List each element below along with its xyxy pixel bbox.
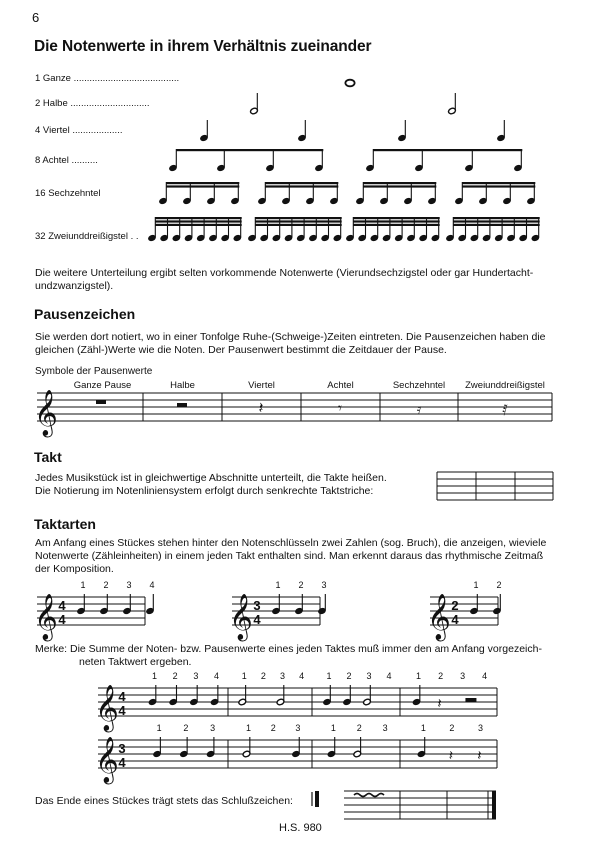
count-number: 3 — [366, 671, 372, 681]
count-number: 2 — [496, 580, 502, 590]
row-label-sechzehntel: 16 Sechzehntel — [35, 188, 101, 199]
count-number: 3 — [126, 580, 132, 590]
row-label-zweiunddreissigstel: 32 Zweiunddreißigstel . . — [35, 231, 139, 242]
quarter-rest: 𝄽 — [258, 398, 264, 417]
rest-label: Achtel — [327, 380, 354, 391]
thirtysecond-note-beam — [353, 217, 439, 219]
thick-barline — [315, 791, 319, 807]
count-number: 1 — [420, 723, 426, 733]
treble-clef-icon: 𝄞 — [95, 685, 119, 731]
rest-label: Sechzehntel — [392, 380, 446, 391]
count-number: 4 — [386, 671, 392, 681]
heading-note-values: Die Notenwerte in ihrem Verhältnis zueinander — [34, 38, 372, 55]
count-number: 3 — [382, 723, 388, 733]
eighth-note-beam — [176, 149, 323, 151]
time-signature: 4 — [118, 703, 126, 718]
time-signature: 2 — [451, 598, 459, 613]
count-number: 4 — [299, 671, 305, 681]
count-number: 2 — [356, 723, 362, 733]
count-number: 3 — [279, 671, 286, 681]
merke-text: Merke: Die Summe der Noten- bzw. Pausenwerte eines jeden Taktes muß immer den am Anfang vorgezeich- neten Taktwert ergeben. — [35, 643, 542, 668]
count-number: 3 — [295, 723, 301, 733]
sixteenth-note-beam — [166, 182, 239, 184]
thirtysecond-note-beam — [353, 224, 439, 226]
taktarten-text: Am Anfang eines Stückes stehen hinter den Notenschlüsseln zwei Zahlen (sog. Bruch), die anzeigen, wieviele Notenwerte (Zähleinheiten) in einem jeden Takt enthalten sind. Man erkennt daraus das rhythmische Zeitmaß der Komposition. — [35, 537, 547, 575]
time-signature: 4 — [58, 598, 66, 613]
count-number: 4 — [149, 580, 155, 590]
count-number: 2 — [449, 723, 455, 733]
thirtysecond-note-beam — [453, 217, 539, 219]
time-signature: 3 — [118, 741, 126, 756]
thirtysecond-note-beam — [353, 220, 439, 222]
takt-text: Jedes Musikstück ist in gleichwertige Abschnitte unterteilt, die Takte heißen. Die Notierung im Notenliniensystem erfolgt durch senkrechte Taktstriche: — [35, 472, 387, 497]
count-number: 1 — [326, 671, 332, 681]
sixteenth-note-beam — [363, 185, 436, 187]
heading-takt: Takt — [34, 449, 62, 465]
count-number: 2 — [298, 580, 304, 590]
pausen-text: Sie werden dort notiert, wo in einer Tonfolge Ruhe-(Schweige-)Zeiten eintreten. Die Pausenzeichen haben die gleichen (Zähl-)Werte wie die Noten. Der Pausenwert bestimmt die Zeitdauer der Pause. — [35, 331, 546, 356]
treble-clef-icon: 𝄞 — [229, 594, 253, 640]
half-rest — [465, 698, 476, 702]
count-number: 1 — [416, 671, 422, 681]
footer-code: H.S. 980 — [279, 822, 322, 834]
heading-taktarten: Taktarten — [34, 516, 96, 532]
count-number: 2 — [183, 723, 189, 733]
sixteenth-note-beam — [265, 185, 338, 187]
final-bar-thick — [492, 791, 496, 819]
count-number: 1 — [330, 723, 336, 733]
count-number: 2 — [438, 671, 444, 681]
subdivision-text: Die weitere Unterteilung ergibt selten vorkommende Notenwerte (Vierundsechzigstel oder gar Hundertacht- undzwanzigstel). — [35, 267, 534, 292]
quarter-rest: 𝄽 — [477, 748, 482, 764]
count-number: 2 — [172, 671, 178, 681]
sixteenth-note-beam — [462, 185, 535, 187]
time-signature: 4 — [451, 612, 459, 627]
eighth-rest: 𝄾 — [338, 399, 342, 417]
count-number: 2 — [270, 723, 276, 733]
count-number: 2 — [260, 671, 266, 681]
thirtysecond-note-beam — [453, 220, 539, 222]
count-number: 1 — [275, 580, 281, 590]
page-number: 6 — [32, 10, 40, 25]
count-number: 1 — [473, 580, 479, 590]
count-number: 3 — [321, 580, 327, 590]
count-number: 2 — [346, 671, 352, 681]
count-number: 1 — [152, 671, 158, 681]
thirtysecond-note-beam — [255, 217, 341, 219]
symbols-label: Symbole der Pausenwerte — [35, 366, 153, 377]
thirtysecond-note-beam — [255, 224, 341, 226]
time-signature: 4 — [58, 612, 66, 627]
sixteenth-note-beam — [462, 182, 535, 184]
rest-label: Zweiunddreißigstel — [465, 380, 545, 391]
rest-label: Ganze Pause — [73, 380, 132, 391]
thirtysecond-note-beam — [155, 224, 241, 226]
half-rest — [177, 403, 187, 407]
sixteenth-note-beam — [166, 185, 239, 187]
thirtysecond-note-beam — [155, 220, 241, 222]
sixteenth-note-beam — [363, 182, 436, 184]
time-signature: 3 — [253, 598, 261, 613]
count-number: 1 — [80, 580, 86, 590]
trill-squiggle — [354, 794, 384, 797]
thirtysecond-rest: 𝅀 — [502, 401, 508, 419]
heading-pausenzeichen: Pausenzeichen — [34, 306, 136, 322]
quarter-rest: 𝄽 — [437, 696, 442, 712]
eighth-note-beam — [373, 149, 522, 151]
count-number: 4 — [482, 671, 488, 681]
treble-clef-icon: 𝄞 — [427, 594, 451, 640]
thirtysecond-note-beam — [453, 224, 539, 226]
count-number: 3 — [210, 723, 216, 733]
count-number: 3 — [460, 671, 466, 681]
quarter-rest: 𝄽 — [448, 748, 454, 764]
time-signature: 4 — [118, 755, 126, 770]
row-label-viertel: 4 Viertel ................... — [35, 125, 123, 136]
whole-note — [345, 80, 354, 87]
count-number: 3 — [193, 671, 199, 681]
count-number: 1 — [156, 723, 162, 733]
count-number: 4 — [214, 671, 220, 681]
sixteenth-rest: 𝄿 — [416, 400, 422, 418]
sixteenth-note-beam — [265, 182, 338, 184]
row-label-achtel: 8 Achtel .......... — [35, 155, 98, 166]
thirtysecond-note-beam — [155, 217, 241, 219]
rest-label: Halbe — [170, 380, 195, 391]
treble-clef-icon: 𝄞 — [34, 594, 58, 640]
treble-clef-icon: 𝄞 — [95, 737, 119, 783]
count-number: 1 — [241, 671, 247, 681]
time-signature: 4 — [253, 612, 261, 627]
count-number: 2 — [103, 580, 109, 590]
row-label-ganze: 1 Ganze ........................................ — [35, 73, 180, 84]
thirtysecond-note-beam — [255, 220, 341, 222]
time-signature: 4 — [118, 689, 126, 704]
whole-rest — [96, 400, 106, 404]
treble-clef-icon: 𝄞 — [34, 390, 58, 436]
count-number: 1 — [246, 723, 252, 733]
rest-label: Viertel — [248, 380, 275, 391]
row-label-halbe: 2 Halbe .............................. — [35, 98, 150, 109]
count-number: 3 — [477, 723, 483, 733]
schluss-text: Das Ende eines Stückes trägt stets das Schlußzeichen: — [35, 795, 293, 807]
